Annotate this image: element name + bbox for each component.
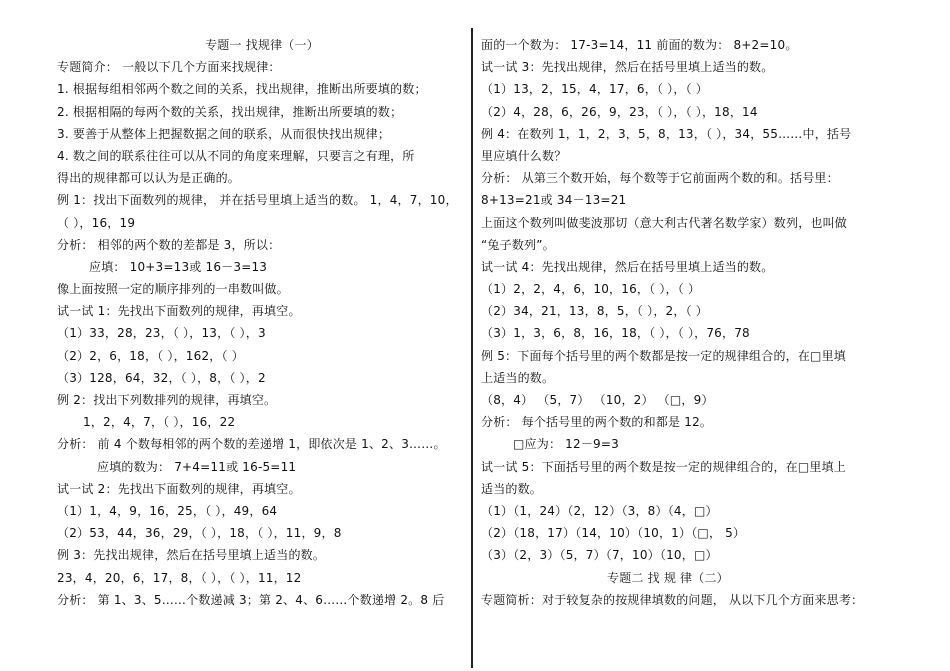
left-text-line: 试一试 2：先找出下面数列的规律，再填空。	[57, 481, 301, 496]
left-column	[57, 34, 467, 611]
column-divider	[471, 28, 473, 668]
right-text-line: 分析： 从第三个数开始，每个数等于它前面两个数的和。括号里：	[481, 171, 839, 186]
right-column	[481, 34, 891, 611]
left-text-line: 像上面按照一定的顺序排列的一串数叫做。	[57, 282, 289, 297]
right-text-line: 例 4：在数列 1，1，2，3，5，8，13，（ ），34，55……中，括号	[481, 126, 852, 141]
right-text-line: 上适当的数。	[481, 370, 555, 385]
right-text-line: （1）（1，24）（2，12）（3，8）（4，□）	[481, 503, 718, 518]
right-text-line: 试一试 5：下面括号里的两个数是按一定的规律组合的，在□里填上	[481, 459, 846, 474]
right-text-line: 试一试 3：先找出规律，然后在括号里填上适当的数。	[481, 60, 774, 75]
right-text-line: 里应填什么数？	[481, 148, 567, 163]
right-text-line: （2）4，28，6，26，9，23，（ ），（ ），18，14	[481, 104, 758, 119]
left-text-line: （ ），16，19	[57, 215, 136, 230]
left-text-line: 例 3：先找出规律，然后在括号里填上适当的数。	[57, 548, 326, 563]
left-text-line: 23，4，20，6，17，8，（ ），（ ），11，12	[57, 570, 302, 585]
left-text-line: 分析： 第 1、3、5……个数递减 3；第 2、4、6……个数递增 2。8 后	[57, 592, 445, 607]
left-text-line: 应填的数为： 7+4=11或 16-5=11	[97, 459, 297, 474]
right-text-line: （3）（2，3）（5，7）（7，10）（10，□）	[481, 548, 718, 563]
right-text-line: 面的一个数为： 17-3=14，11 前面的数为： 8+2=10。	[481, 38, 798, 52]
right-text-line: 上面这个数列叫做斐波那切（意大利古代著名数学家）数列，也叫做	[481, 215, 848, 230]
left-text-line: 专题简介： 一般以下几个方面来找规律：	[57, 60, 281, 75]
left-text-line: 例 1：找出下面数列的规律， 并在括号里填上适当的数。 1，4，7，10，	[57, 193, 458, 208]
right-text-line: 8+13=21或 34－13=21	[481, 193, 627, 208]
left-text-line: （3）128，64，32，（ ），8，（ ），2	[57, 370, 266, 385]
right-text-line: 试一试 4：先找出规律，然后在括号里填上适当的数。	[481, 259, 774, 274]
right-text-line: 分析： 每个括号里的两个数的和都是 12。	[481, 415, 713, 430]
right-text-line: 专题简析：对于较复杂的按规律填数的问题， 从以下几个方面来思考：	[481, 592, 864, 607]
left-text-line: 应填： 10+3=13或 16－3=13	[89, 259, 268, 274]
right-text-line: 适当的数。	[481, 481, 543, 496]
left-text-line: 例 2：找出下列数排列的规律，再填空。	[57, 393, 277, 407]
left-text-line: 分析： 相邻的两个数的差都是 3，所以：	[57, 237, 281, 252]
left-text-line: 专题一 找规律（一）	[205, 38, 319, 52]
left-text-line: 分析： 前 4 个数每相邻的两个数的差递增 1，即依次是 1、2、3……。	[57, 437, 446, 452]
left-text-line: 1. 根据每组相邻两个数之间的关系，找出规律，推断出所要填的数；	[57, 82, 427, 97]
left-text-line: （2）53，44，36，29，（ ），18，（ ），11，9，8	[57, 526, 342, 541]
right-text-line: “兔子数列”。	[481, 237, 555, 252]
left-text-line: 3. 要善于从整体上把握数据之间的联系，从而很快找出规律；	[57, 126, 391, 141]
left-text-line: （2）2，6，18，（ ），162，（ ）	[57, 348, 244, 363]
right-text-line: □应为： 12－9=3	[513, 437, 619, 452]
right-text-line: （2）（18，17）（14，10）（10，1）（□， 5）	[481, 526, 746, 541]
right-text-line: （2）34，21，13，8，5，（ ），2，（ ）	[481, 304, 708, 319]
right-text-line: （1）13，2，15，4，17，6，（ ），（ ）	[481, 82, 708, 97]
right-text-line: （1）2，2，4，6，10，16，（ ），（ ）	[481, 282, 701, 297]
left-text-line: 1，2，4，7，（ ），16，22	[83, 415, 236, 430]
left-text-line: （1）1，4，9，16，25，（ ），49，64	[57, 503, 278, 518]
left-text-line: （1）33，28，23，（ ），13，（ ），3	[57, 326, 266, 341]
left-text-line: 4. 数之间的联系往往可以从不同的角度来理解，只要言之有理，所	[57, 148, 415, 163]
right-text-line: 专题二 找 规 律（二）	[607, 570, 729, 585]
right-text-line: （3）1，3，6，8，16，18，（ ），（ ），76，78	[481, 326, 750, 341]
left-text-line: 得出的规律都可以认为是正确的。	[57, 171, 241, 186]
left-text-line: 2. 根据相隔的每两个数的关系，找出规律，推断出所要填的数；	[57, 104, 403, 119]
right-text-line: 例 5：下面每个括号里的两个数都是按一定的规律组合的，在□里填	[481, 348, 846, 363]
left-text-line: 试一试 1：先找出下面数列的规律，再填空。	[57, 304, 301, 319]
right-text-line: （8，4） （5，7） （10，2） （□，9）	[481, 393, 714, 407]
